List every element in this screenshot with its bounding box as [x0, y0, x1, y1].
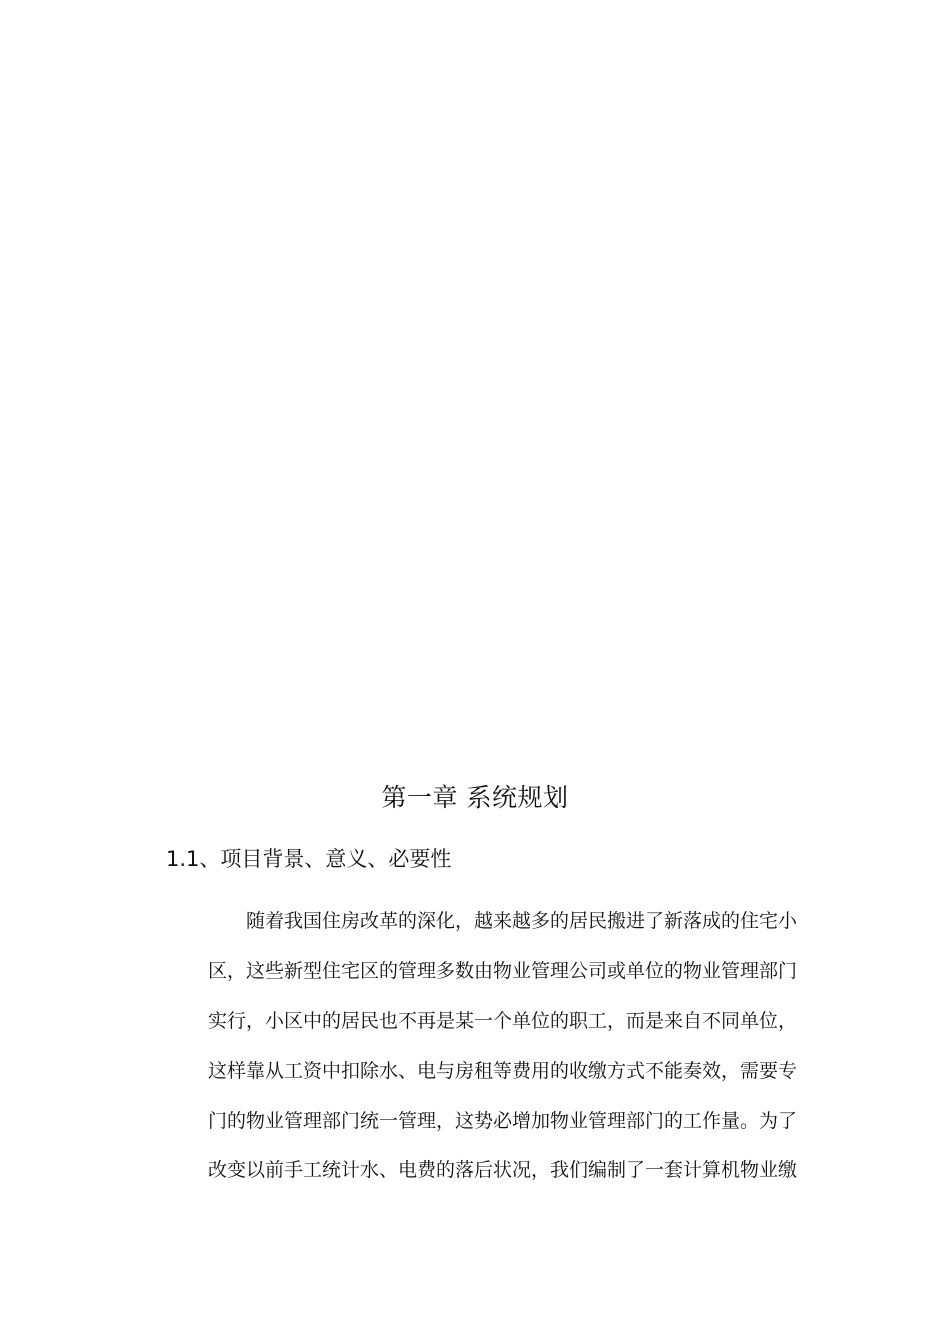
paragraph-line: 门的物业管理部门统一管理，这势必增加物业管理部门的工作量。为了 [208, 1110, 798, 1132]
paragraph-line: 这样靠从工资中扣除水、电与房租等费用的收缴方式不能奏效，需要专 [208, 1060, 798, 1082]
chapter-title: 第一章 系统规划 [381, 783, 569, 812]
paragraph-line: 随着我国住房改革的深化，越来越多的居民搬进了新落成的住宅小 [246, 910, 798, 932]
section-heading: 1.1、项目背景、意义、必要性 [166, 847, 452, 871]
paragraph-line: 实行，小区中的居民也不再是某一个单位的职工，而是来自不同单位， [208, 1010, 798, 1032]
paragraph-line: 区，这些新型住宅区的管理多数由物业管理公司或单位的物业管理部门 [208, 960, 798, 982]
paragraph-line: 改变以前手工统计水、电费的落后状况，我们编制了一套计算机物业缴 [208, 1159, 798, 1181]
